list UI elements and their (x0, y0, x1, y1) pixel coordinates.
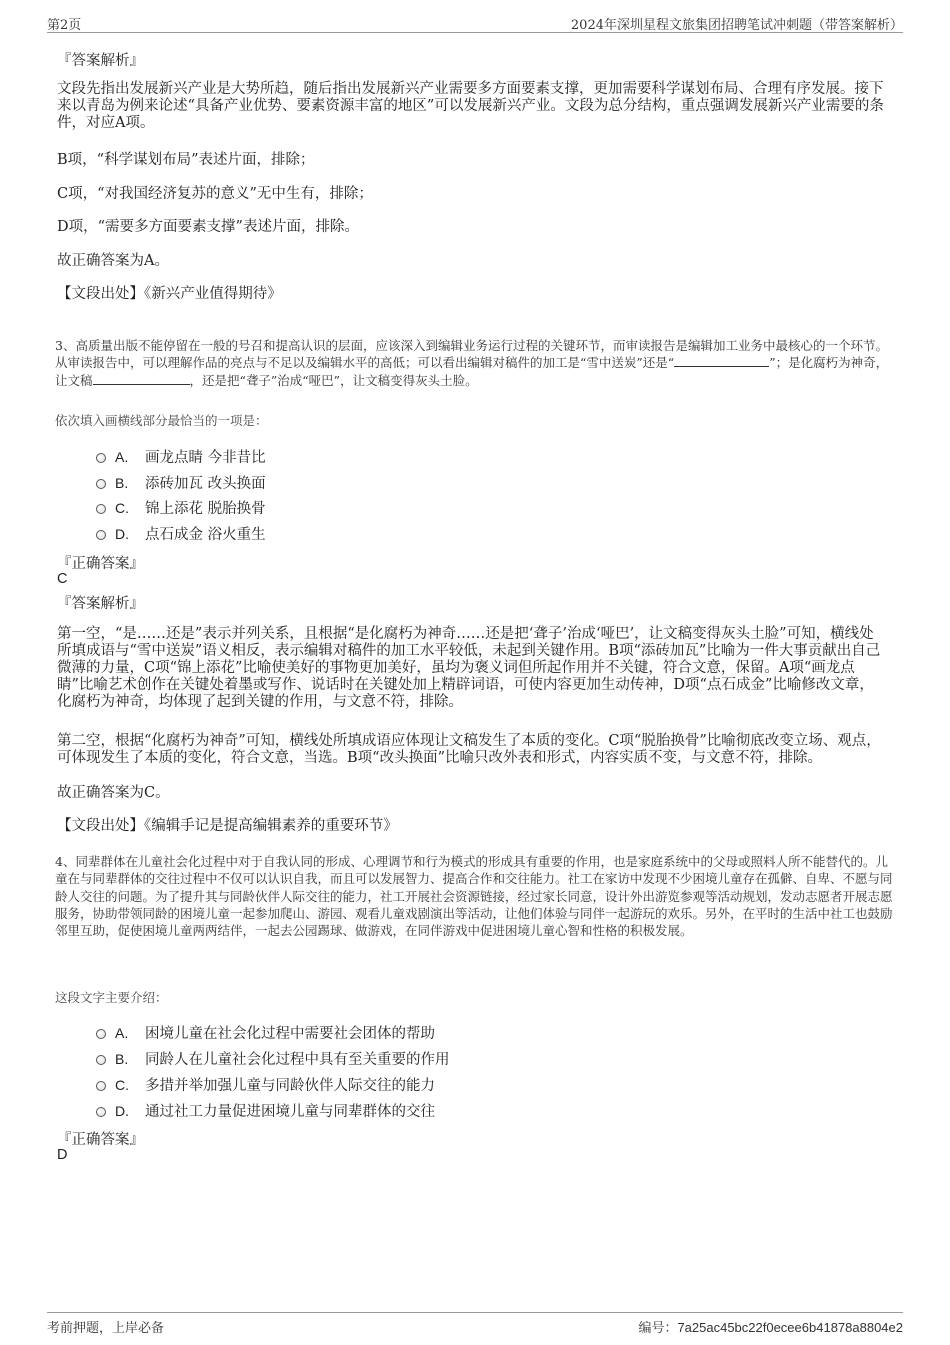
page-header (47, 14, 903, 33)
question-text-part: ”；是化腐朽为神奇，让文稿 (55, 355, 889, 388)
correct-answer-tag: 『正确答案』 (57, 1132, 144, 1148)
option-key: B. (115, 475, 129, 491)
correct-answer: C (57, 571, 68, 587)
fill-blank-1 (674, 354, 769, 367)
option-a[interactable] (96, 1022, 435, 1043)
analysis-paragraph: 文段先指出发展新兴产业是大势所趋，随后指出发展新兴产业需要多方面要素支撑，更加需要科学谋划布局、合理有序发展。接下来以青岛为例来论述“具备产业优势、要素资源丰富的地区”可以发展新兴产业。文段为总分结构，重点强调发展新兴产业需要的条件，对应A项。 (57, 81, 884, 131)
analysis-option-d: D项，“需要多方面要素支撑”表述片面，排除。 (57, 219, 359, 235)
analysis-paragraph-1: 第一空，“是……还是”表示并列关系，且根据“是化腐朽为神奇……还是把‘聋子’治成‘哑巴’，让文稿变得灰头土脸”可知，横线处所填成语与“雪中送炭”语义相反，表示编辑对稿件的加工水平较低，未起到关键作用。B项“添砖加瓦”比喻为一件大事贡献出自己微薄的力量，C项“锦上添花”比喻使美好的事物更加美好，虽均为褒义词但所起作用并不关键，符合文意，保留。A项“画龙点睛”比喻艺术创作在关键处着墨或写作、说话时在关键处加上精辟词语，可使内容更加生动传神，D项“点石成金”比喻修改文章，化腐朽为神奇，均体现了起到关键的作用，与文意不符，排除。 (57, 626, 881, 710)
radio-icon[interactable] (96, 1029, 106, 1039)
option-key: C. (115, 500, 129, 516)
radio-icon[interactable] (96, 530, 106, 540)
option-key: B. (115, 1051, 129, 1067)
source-citation: 【文段出处】《编辑手记是提高编辑素养的重要环节》 (57, 818, 398, 834)
option-d[interactable] (96, 1100, 435, 1121)
page-footer (47, 1312, 903, 1336)
document-code: 编号：7a25ac45bc22f0ecee6b41878a8804e2 (638, 1320, 903, 1335)
option-c[interactable] (96, 497, 266, 518)
option-text: 通过社工力量促进困境儿童与同辈群体的交往 (145, 1104, 435, 1120)
option-b[interactable] (96, 472, 266, 493)
radio-icon[interactable] (96, 479, 106, 489)
question-prompt: 依次填入画横线部分最恰当的一项是： (55, 413, 268, 428)
option-key: C. (115, 1077, 129, 1093)
option-text: 困境儿童在社会化过程中需要社会团体的帮助 (145, 1026, 435, 1042)
analysis-option-b: B项，“科学谋划布局”表述片面，排除； (57, 152, 315, 168)
option-text: 画龙点睛 今非昔比 (145, 450, 266, 466)
radio-icon[interactable] (96, 1055, 106, 1065)
option-key: A. (115, 1025, 129, 1041)
conclusion: 故正确答案为A。 (57, 253, 169, 269)
question-3-text (55, 337, 897, 389)
radio-icon[interactable] (96, 1107, 106, 1117)
footer-slogan: 考前押题，上岸必备 (47, 1321, 165, 1336)
document-title: 2024年深圳星程文旅集团招聘笔试冲刺题（带答案解析） (570, 18, 903, 33)
correct-answer: D (57, 1147, 68, 1163)
fill-blank-2 (93, 372, 190, 385)
analysis-tag: 『答案解析』 (57, 596, 144, 612)
option-key: D. (115, 1103, 129, 1119)
option-a[interactable] (96, 446, 266, 467)
analysis-option-c: C项，“对我国经济复苏的意义”无中生有，排除； (57, 186, 373, 202)
option-text: 点石成金 浴火重生 (145, 527, 266, 543)
option-text: 锦上添花 脱胎换骨 (145, 501, 266, 517)
option-key: A. (115, 449, 129, 465)
radio-icon[interactable] (96, 453, 106, 463)
option-key: D. (115, 526, 129, 542)
question-prompt: 这段文字主要介绍： (55, 990, 168, 1005)
page-number: 第2页 (47, 18, 82, 33)
source-citation: 【文段出处】《新兴产业值得期待》 (57, 286, 282, 302)
correct-answer-tag: 『正确答案』 (57, 556, 144, 572)
radio-icon[interactable] (96, 1081, 106, 1091)
option-c[interactable] (96, 1074, 435, 1095)
option-b[interactable] (96, 1048, 450, 1069)
radio-icon[interactable] (96, 504, 106, 514)
question-4-text: 4、同辈群体在儿童社会化过程中对于自我认同的形成、心理调节和行为模式的形成具有重要的作用，也是家庭系统中的父母或照料人所不能替代的。儿童在与同辈群体的交往过程中不仅可以认识自我，而且可以发展智力、提高合作和交往能力。社工在家访中发现不少困境儿童存在孤僻、自卑、不愿与同龄人交往的问题。为了提升其与同龄伙伴人际交往的能力，社工开展社会资源链接，经过家长同意，设计外出游览参观等活动规划，发动志愿者开展志愿服务，协助带领同龄的困境儿童一起参加爬山、游园、观看儿童戏剧演出等活动，让他们体验与同伴一起游玩的欢乐。另外，在平时的生活中社工也鼓励邻里互助，促使困境儿童两两结伴，一起去公园踢球、做游戏，在同伴游戏中促进困境儿童心智和性格的积极发展。 (55, 854, 893, 939)
option-text: 同龄人在儿童社会化过程中具有至关重要的作用 (145, 1052, 450, 1068)
analysis-paragraph-2: 第二空，根据“化腐朽为神奇”可知，横线处所填成语应体现让文稿发生了本质的变化。C项“脱胎换骨”比喻彻底改变立场、观点，可体现发生了本质的变化，符合文意，当选。B项“改头换面”比喻只改外表和形式，内容实质不变，与文意不符，排除。 (57, 733, 881, 766)
question-text-part: 3、高质量出版不能停留在一般的号召和提高认识的层面，应该深入到编辑业务运行过程的关键环节，而审读报告是编辑加工业务中最核心的一个环节。从审读报告中，可以理解作品的亮点与不足以及编辑水平的高低；可以看出编辑对稿件的加工是“雪中送炭”还是“ (55, 338, 888, 371)
question-text-part: ，还是把“聋子”治成“哑巴”，让文稿变得灰头土脸。 (189, 372, 478, 388)
option-d[interactable] (96, 523, 266, 544)
option-text: 添砖加瓦 改头换面 (145, 476, 266, 492)
conclusion: 故正确答案为C。 (57, 785, 170, 801)
option-text: 多措并举加强儿童与同龄伙伴人际交往的能力 (145, 1078, 435, 1094)
analysis-tag: 『答案解析』 (57, 53, 144, 69)
